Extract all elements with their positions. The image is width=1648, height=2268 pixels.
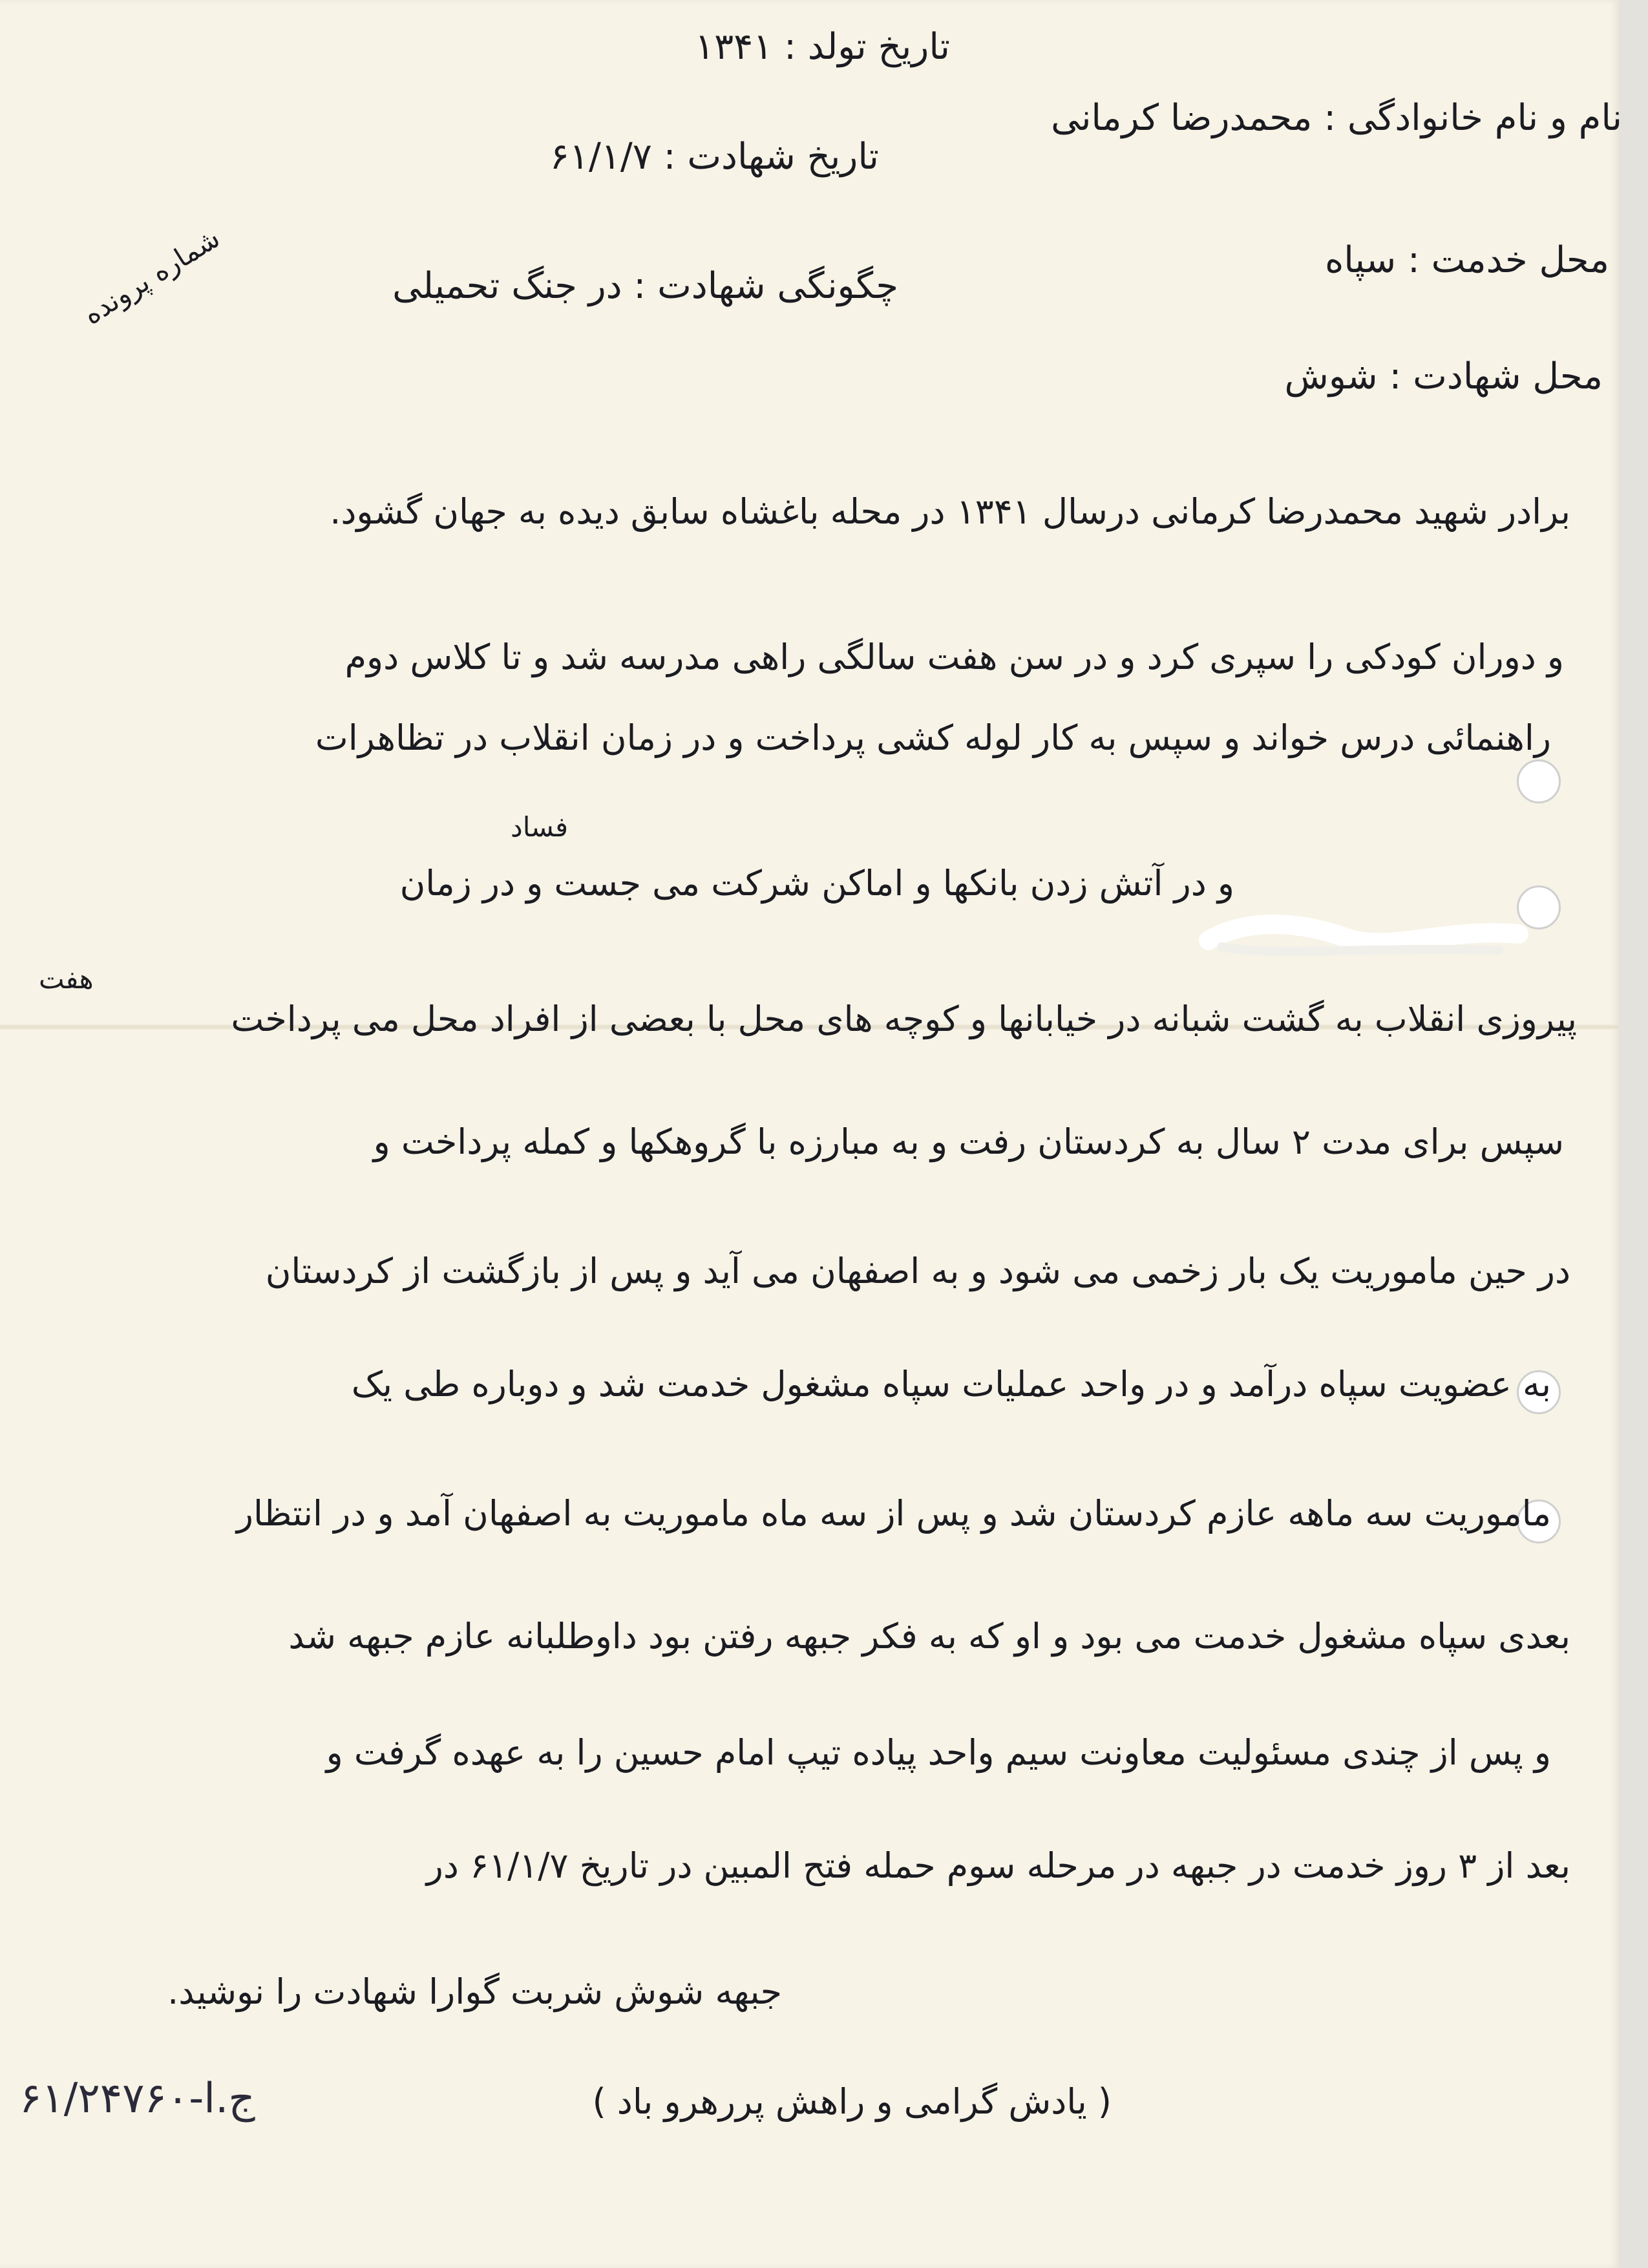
- body-line: در حین ماموریت یک بار زخمی می شود و به اصفهان می آید و پس از بازگشت از کردستان: [265, 1251, 1570, 1291]
- body-line: و در آتش زدن بانکها و اماکن شرکت می جست و در زمان: [399, 863, 1234, 904]
- service-place-line: محل خدمت : سپاه: [1324, 239, 1609, 281]
- body-line: بعد از ۳ روز خدمت در جبهه در مرحله سوم حمله فتح المبین در تاریخ ۶۱/۱/۷ در: [426, 1845, 1570, 1886]
- body-line: و دوران کودکی را سپری کرد و در سن هفت سالگی راهی مدرسه شد و تا کلاس دوم: [344, 637, 1564, 677]
- birth-date-line: تاریخ تولد : ۱۳۴۱: [695, 26, 950, 68]
- file-number-note: شماره پرونده: [78, 222, 226, 331]
- body-line: ماموریت سه ماهه عازم کردستان شد و پس از سه ماه ماموریت به اصفهان آمد و در انتظار: [236, 1493, 1551, 1534]
- martyrdom-manner-line: چگونگی شهادت : در جنگ تحمیلی: [392, 265, 898, 307]
- file-number: ج.ا-۶۱/۲۴۷۶۰: [19, 2075, 255, 2123]
- name-line: نام و نام خانوادگی : محمدرضا کرمانی: [1051, 97, 1622, 139]
- insertion-note: فساد: [511, 811, 569, 843]
- martyrdom-place-line: محل شهادت : شوش: [1284, 355, 1603, 397]
- body-line: سپس برای مدت ۲ سال به کردستان رفت و به مبارزه با گروهکها و کمله پرداخت و: [373, 1121, 1564, 1162]
- scan-margin: [1619, 0, 1648, 2268]
- body-line: جبهه شوش شربت گوارا شهادت را نوشید.: [167, 1971, 782, 2012]
- martyrdom-date-line: تاریخ شهادت : ۶۱/۱/۷: [549, 136, 879, 178]
- body-line: پیروزی انقلاب به گشت شبانه در خیابانها و کوچه های محل با بعضی از افراد محل می پرداخت: [231, 999, 1577, 1039]
- body-line: به عضویت سپاه درآمد و در واحد عملیات سپاه مشغول خدمت شد و دوباره طی یک: [351, 1364, 1551, 1404]
- body-line: و پس از چندی مسئولیت معاونت سیم واحد پیاده تیپ امام حسین را به عهده گرفت و: [326, 1732, 1551, 1773]
- insertion-note-2: هفت: [39, 963, 94, 995]
- body-line: بعدی سپاه مشغول خدمت می بود و او که به فکر جبهه رفتن بود داوطلبانه عازم جبهه شد: [288, 1616, 1570, 1657]
- punch-hole: [1517, 759, 1561, 803]
- closing-line: ( یادش گرامی و راهش پررهرو باد ): [592, 2081, 1112, 2122]
- whiteout-correction: [1196, 902, 1532, 973]
- body-line: راهنمائی درس خواند و سپس به کار لوله کشی پرداخت و در زمان انقلاب در تظاهرات: [315, 717, 1551, 758]
- body-line: برادر شهید محمدرضا کرمانی درسال ۱۳۴۱ در محله باغشاه سابق دیده به جهان گشود.: [330, 491, 1570, 532]
